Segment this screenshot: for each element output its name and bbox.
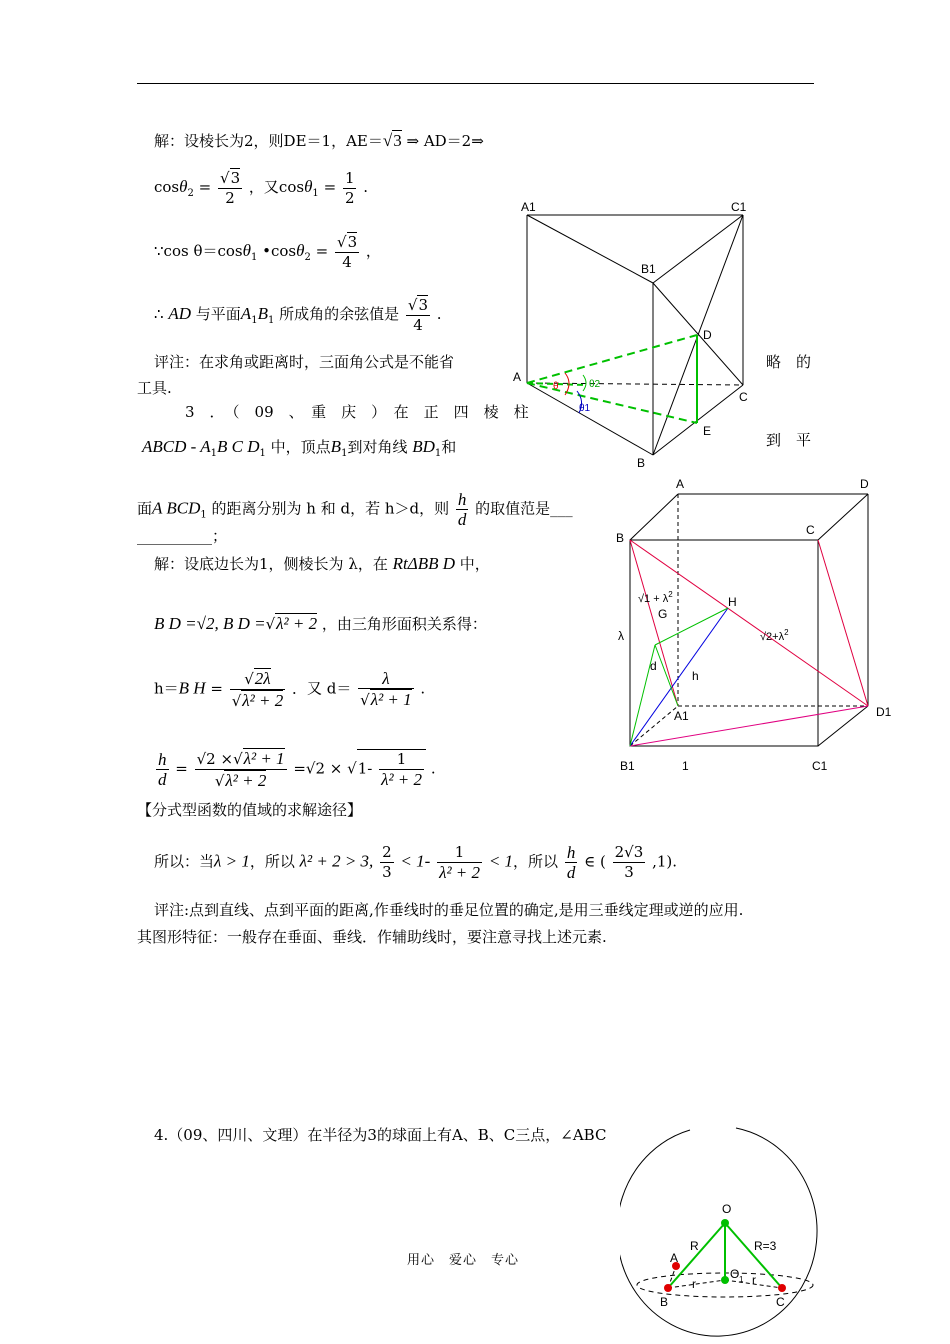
fig2-label: A — [676, 477, 685, 491]
fig2-label: D — [860, 477, 869, 491]
footer-slogan: 用心 爱心 专心 — [407, 1253, 520, 1268]
fig3-label: r — [752, 1273, 756, 1287]
sol3-eq1: B D =√2, B D =√λ² + 2 ，由三角形面积关系得： — [154, 614, 487, 633]
fig2-label: B — [616, 531, 625, 545]
remark2-line1: 评注:点到直线、点到平面的距离,作垂线时的垂足位置的确定,是用三垂线定理或逆的应用. — [154, 901, 744, 919]
figure-cube — [610, 470, 900, 780]
fig1-label: E — [703, 424, 712, 438]
fig2-label: H — [728, 595, 737, 609]
figure-prism — [505, 195, 785, 480]
fig1-theta1: θ1 — [579, 403, 591, 414]
fig1-label: A1 — [521, 200, 536, 214]
sol3-eq4: 所以：当λ > 1，所以 λ² + 2 > 3, $\frac{2}{3}$ < 1- $\frac{1}{\text{λ² + 2}}$ < 1，所以 $\frac{h}{d}$ ∈ ( $\frac{2√3}{3}$ ,1). — [154, 843, 678, 882]
sol2-line4: ∴ AD 与平面$A_1B_1$ 所成角的余弦值是 $\frac{√3}{4}$ . — [154, 296, 442, 334]
fig2-label: B1 — [620, 759, 635, 773]
fig2-label: D1 — [876, 705, 892, 719]
remark1-tail: 略 的 — [766, 353, 812, 371]
remark1-end: 工具. — [137, 379, 172, 397]
fig3-label: B — [660, 1295, 669, 1309]
sol3-eq2: h＝B H = $\frac{√2\lambda}{\text{√λ² + 2}}$ ．又 d＝ $\frac{\lambda}{\text{√λ² + 1}}$ . — [154, 669, 426, 710]
remark1: 评注：在求角或距离时，三面角公式是不能省 — [154, 353, 455, 371]
sol2-line2: cosθ$_2$ = $\frac{√3}{2}$ ，又cosθ$_1$ = $\frac{1}{2}$ . — [154, 168, 369, 207]
fig1-label: B — [637, 456, 646, 470]
fig2-label: C1 — [812, 759, 828, 773]
fig2-label: d — [650, 659, 657, 673]
fig1-label: C1 — [731, 200, 747, 214]
fig3-label: C — [776, 1295, 785, 1309]
fig2-label: A1 — [674, 709, 689, 723]
fig2-sqrt1: $√1 + \lambda^2$ — [638, 590, 673, 605]
fig2-label: C — [806, 523, 815, 537]
fig2-label: G — [658, 607, 668, 621]
fig3-label: O — [730, 1267, 740, 1281]
header-rule — [137, 83, 814, 84]
fig1-label: D — [703, 328, 712, 342]
q3-line2: ABCD - $A_1B$ C $D_1$ 中，顶点$B_1$到对角线 $BD_1$和 — [142, 437, 457, 459]
q4-text: 4.（09、四川、文理）在半径为3的球面上有A、B、C三点，∠ABC — [154, 1126, 607, 1144]
fig3-label: A — [670, 1251, 679, 1265]
fig2-label: 1 — [682, 759, 689, 773]
fig2-sqrt2: $√2+\lambda^2$ — [760, 628, 789, 643]
svg-text:1: 1 — [739, 1275, 744, 1284]
fig1-label: C — [739, 390, 748, 404]
sol3-eq3: $\frac{h}{d}$ = $\frac{\text{√2 ×√λ² + 1}}{\text{√λ² + 2}}$ =√2 × √1- $\frac{1}{\text{λ² + 2}}$ . — [158, 749, 436, 790]
q3-to-plane: 到 平 — [766, 431, 812, 449]
fig1-theta2: θ2 — [589, 379, 601, 390]
q3-blank: __________； — [137, 527, 228, 545]
q3-line3: 面A $BCD_1$ 的距离分别为 h 和 d，若 h＞d，则 $\frac{h}{d}$ 的取值范是___ — [137, 490, 573, 529]
q3-head: 3 ． （ 09 、 重 庆 ） 在 正 四 棱 柱 — [185, 403, 529, 421]
fig3-label: R — [690, 1239, 699, 1253]
fig2-label: λ — [618, 629, 624, 643]
sol2-line1: 解：设棱长为2，则DE＝1，AE＝√3 ⇒ AD＝2⇒ — [154, 131, 484, 150]
figure-sphere — [620, 1120, 830, 1344]
fig1-theta: θ — [553, 381, 559, 392]
sol2-line3: ∵cos θ＝cosθ$_1$ •cosθ$_2$ = $\frac{√3}{4}$ ， — [154, 233, 381, 271]
remark2-line2: 其图形特征：一般存在垂面、垂线．作辅助线时，要注意寻找上述元素. — [137, 928, 607, 946]
fig3-label: r — [692, 1277, 696, 1291]
fig1-label: B1 — [641, 262, 656, 276]
fig3-label: R=3 — [754, 1239, 777, 1253]
fig1-label: A — [513, 370, 522, 384]
section-title: 【分式型函数的值域的求解途径】 — [137, 801, 363, 819]
sol3-intro: 解：设底边长为1，侧棱长为 λ，在 RtΔBB D 中， — [154, 554, 490, 573]
fig2-label: h — [692, 669, 699, 683]
fig3-label: O — [722, 1202, 732, 1216]
